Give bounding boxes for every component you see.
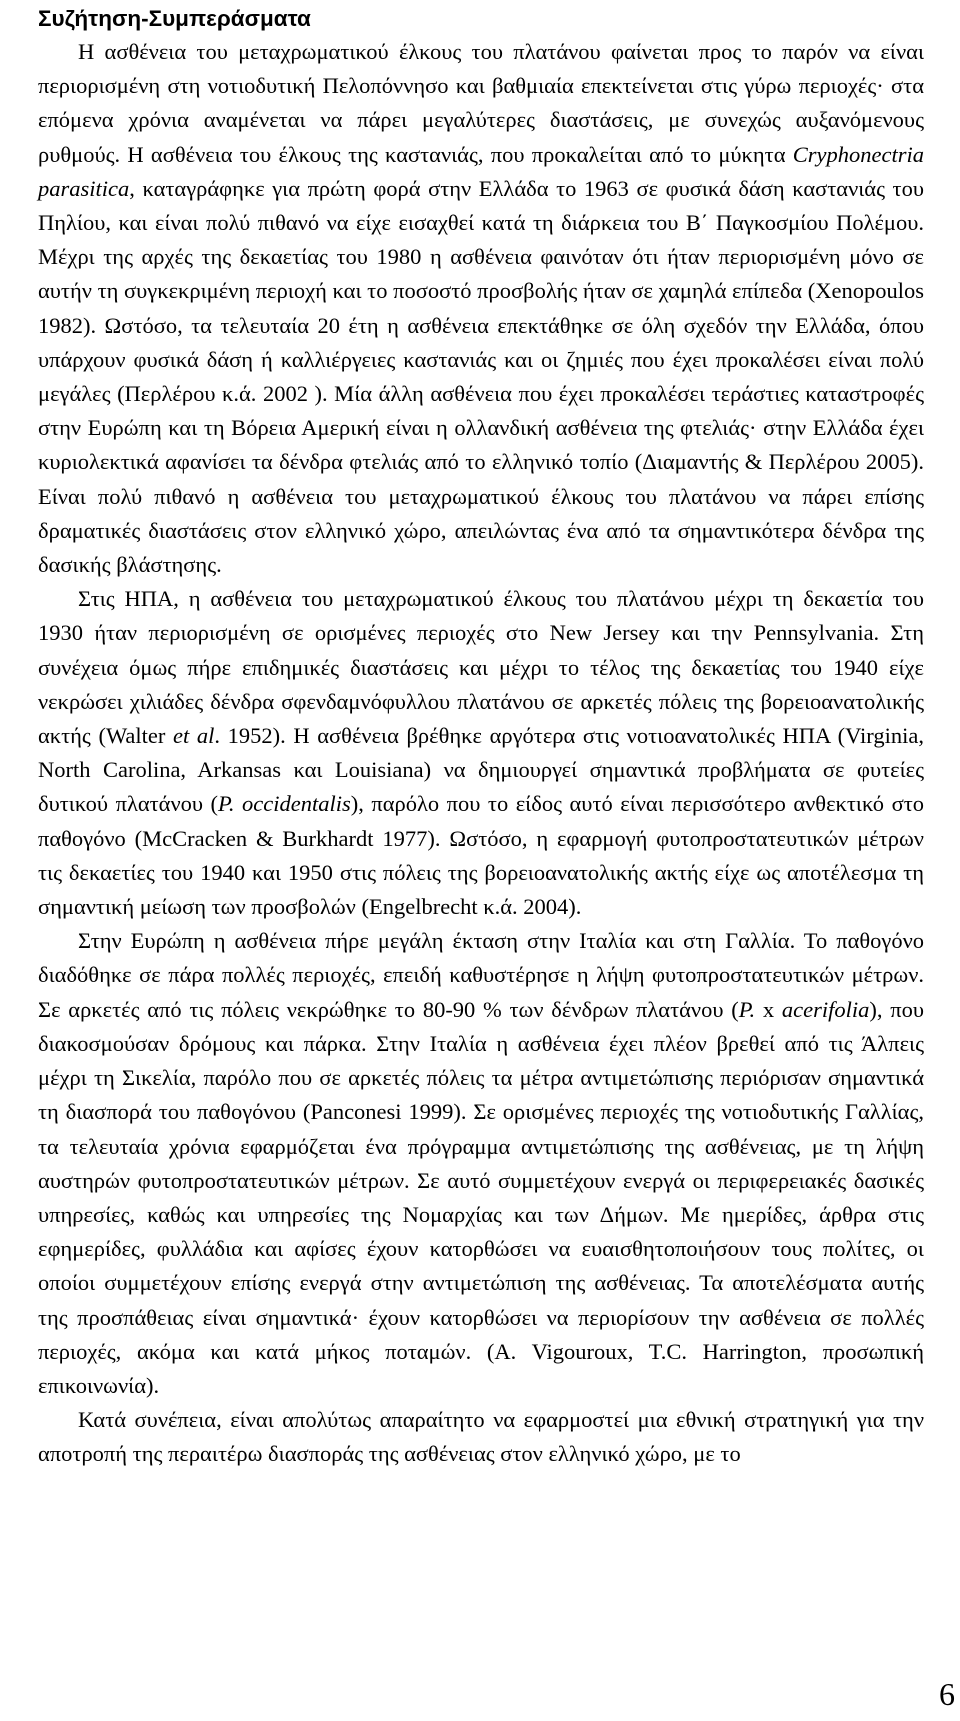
text-segment: Κατά συνέπεια, είναι απολύτως απαραίτητο να εφαρμοστεί μια εθνική στρατηγική για την αποτροπή της περαιτέρω διασποράς της ασθένειας στον ελληνικό χώρο, με το (38, 1407, 924, 1467)
italic-term: P. occidentalis (218, 791, 351, 817)
italic-term: et al (173, 723, 215, 749)
text-segment: ), παρόλο που το είδος αυτό είναι περισσότερο ανθεκτικό στο παθογόνο (McCracken & Burkhardt 1977). Ωστόσο, η εφαρμογή φυτοπροστατευτικών μέτρων τις δεκαετίες του 1940 και 1950 στις πόλεις της βορειοανατολικής ακτής είχε ως αποτέλεσμα τη σημαντική μείωση των προσβολών (Engelbrecht κ.ά. 2004). (38, 791, 924, 920)
text-segment: . 1952). Η ασθένεια βρέθηκε αργότερα στις νοτιοανατολικές ΗΠΑ (Virginia, North Carolina, Arkansas και Louisiana) να δημιουργεί σημαντικά προβλήματα σε φυτείες δυτικού πλατάνου ( (38, 723, 924, 817)
document-page (38, 2, 924, 1472)
text-segment: Η ασθένεια του μεταχρωματικού έλκους του πλατάνου φαίνεται προς το παρόν να είναι περιορισμένη στη νοτιοδυτική Πελοπόννησο και βαθμιαία επεκτείνεται στις γύρω περιοχές· στα επόμενα χρόνια αναμένεται να πάρει μεγαλύτερες διαστάσεις, με συνεχώς αυξανόμενους ρυθμούς. Η ασθένεια του έλκους της καστανιάς, που προκαλείται από το μύκητα (38, 39, 924, 167)
text-segment: , καταγράφηκε για πρώτη φορά στην Ελλάδα το 1963 σε φυσικά δάση καστανιάς του Πηλίου, και είναι πολύ πιθανό να είχε εισαχθεί κατά τη διάρκεια του Β΄ Παγκοσμίου Πολέμου. Μέχρι της αρχές της δεκαετίας του 1980 η ασθένεια φαινόταν ότι ήταν περιορισμένη μόνο σε αυτήν τη συγκεκριμένη περιοχή και το ποσοστό προσβολής ήταν σε χαμηλά επίπεδα (Xenopoulos 1982). Ωστόσο, τα τελευταία 20 έτη η ασθένεια επεκτάθηκε σε όλη σχεδόν την Ελλάδα, όπου υπάρχουν φυσικά δάση ή καλλιέργειες καστανιάς και οι ζημιές που έχει προκαλέσει είναι πολύ μεγάλες (Περλέρου κ.ά. 2002 ). Μία άλλη ασθένεια που έχει προκαλέσει τεράστιες καταστροφές στην Ευρώπη και τη Βόρεια Αμερική είναι η ολλανδική ασθένεια της φτελιάς· στην Ελλάδα έχει κυριολεκτικά αφανίσει τα δένδρα φτελιάς από το ελληνικό τοπίο (Διαμαντής & Περλέρου 2005). Είναι πολύ πιθανό η ασθένεια του μεταχρωματικού έλκους του πλατάνου να πάρει επίσης δραματικές διαστάσεις στον ελληνικό χώρο, απειλώντας ένα από τα σημαντικότερα δένδρα της δασικής βλάστησης. (38, 175, 924, 578)
italic-term: acerifolia (781, 996, 870, 1022)
section-title: Συζήτηση-Συμπεράσματα (38, 6, 311, 31)
paragraph-2 (38, 582, 924, 924)
text-segment: x (755, 996, 782, 1022)
italic-term: P. (738, 996, 756, 1022)
paragraph-3 (38, 924, 924, 1403)
paragraph-1 (38, 35, 924, 582)
page-number: 6 (939, 1676, 955, 1712)
body-text (38, 35, 924, 1472)
paragraph-4 (38, 1403, 924, 1471)
text-segment: Στις ΗΠΑ, η ασθένεια του μεταχρωματικού έλκους του πλατάνου μέχρι τη δεκαετία του 1930 ήταν περιορισμένη σε ορισμένες περιοχές στο New Jersey και την Pennsylvania. Στη συνέχεια όμως πήρε επιδημικές διαστάσεις και μέχρι το τέλος της δεκαετίας του 1940 είχε νεκρώσει χιλιάδες δένδρα σφενδαμνόφυλλου πλατάνου σε αρκετές πόλεις της βορειοανατολικής ακτής (Walter (38, 586, 924, 749)
text-segment: Στην Ευρώπη η ασθένεια πήρε μεγάλη έκταση στην Ιταλία και στη Γαλλία. Το παθογόνο διαδόθηκε σε πάρα πολλές περιοχές, επειδή καθυστέρησε η λήψη φυτοπροστατευτικών μέτρων. Σε αρκετές από τις πόλεις νεκρώθηκε το 80-90 % των δένδρων πλατάνου ( (38, 928, 924, 1022)
italic-term: Cryphonectria parasitica (38, 141, 924, 201)
text-segment: ), που διακοσμούσαν δρόμους και πάρκα. Στην Ιταλία η ασθένεια έχει πλέον βρεθεί από τις Άλπεις μέχρι τη Σικελία, παρόλο που σε αρκετές πόλεις τα μέτρα αντιμετώπισης περιόρισαν σημαντικά τη διασπορά του παθογόνου (Panconesi 1999). Σε ορισμένες περιοχές της νοτιοδυτικής Γαλλίας, τα τελευταία χρόνια εφαρμόζεται ένα πρόγραμμα αντιμετώπισης της ασθένειας, με τη λήψη αυστηρών φυτοπροστατευτικών μέτρων. Σε αυτό συμμετέχουν ενεργά οι περιφερειακές δασικές υπηρεσίες, καθώς και υπηρεσίες της Νομαρχίας και των Δήμων. Με ημερίδες, άρθρα στις εφημερίδες, φυλλάδια και αφίσες έχουν κατορθώσει να ευαισθητοποιήσουν τους πολίτες, οι οποίοι συμμετέχουν επίσης ενεργά στην αντιμετώπιση της ασθένειας. Τα αποτελέσματα αυτής της προσπάθειας είναι σημαντικά· έχουν κατορθώσει να περιορίσουν την ασθένεια σε πολλές περιοχές, ακόμα και κατά μήκος ποταμών. (A. Vigouroux, T.C. Harrington, προσωπική επικοινωνία). (38, 996, 924, 1398)
